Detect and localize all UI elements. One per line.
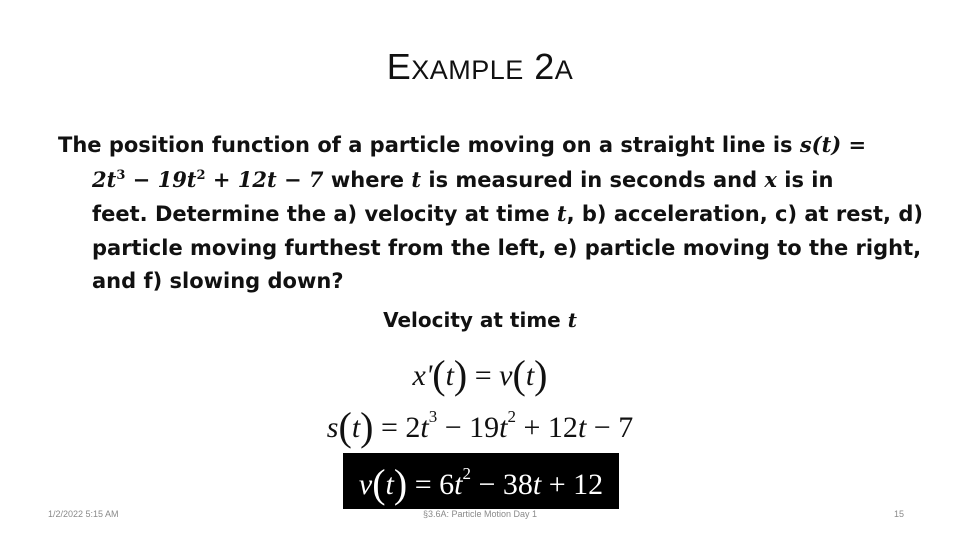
title-rest: XAMPLE <box>411 55 524 85</box>
eq-term: t <box>525 359 535 392</box>
problem-line-2 <box>58 163 898 198</box>
eq-term: − 19 <box>437 411 500 444</box>
subheading-variable: t <box>567 308 577 332</box>
eq-term: x' <box>412 359 433 392</box>
problem-text: is in <box>776 167 834 192</box>
eq-exponent: 2 <box>462 464 471 483</box>
math-term: 2t <box>92 166 117 192</box>
eq-term: = <box>467 359 500 392</box>
eq-term: t <box>445 359 454 392</box>
eq-term: + 12 <box>516 411 578 444</box>
eq-term: t <box>499 411 508 444</box>
velocity-subheading <box>0 308 960 332</box>
eq-term: t <box>577 411 587 444</box>
equation-velocity-result <box>343 453 619 509</box>
slide-title <box>0 46 960 88</box>
problem-line-3 <box>58 197 923 232</box>
eq-paren: ) <box>534 352 548 397</box>
problem-statement <box>58 128 923 299</box>
math-term: + 12t − 7 <box>205 166 324 192</box>
math-variable: t <box>556 201 567 226</box>
title-number: 2 <box>523 46 555 87</box>
problem-text: feet. Determine the a) velocity at time <box>92 202 557 226</box>
eq-term: − 38 <box>470 468 533 501</box>
eq-term: = 6 <box>407 468 455 501</box>
math-variable: t <box>411 166 422 192</box>
eq-paren: ) <box>360 404 374 449</box>
footer-section-title: §3.6A: Particle Motion Day 1 <box>422 509 538 519</box>
eq-paren: ( <box>338 404 352 449</box>
eq-term: − 7 <box>586 411 634 444</box>
eq-term: = 2 <box>373 411 421 444</box>
eq-term: v <box>499 359 513 392</box>
problem-line-1 <box>58 128 898 163</box>
eq-exponent: 3 <box>428 407 438 426</box>
math-term: − 19t <box>125 166 197 192</box>
problem-line-5: and f) slowing down? <box>92 269 344 293</box>
subheading-text: Velocity at time <box>383 308 568 332</box>
eq-term: s <box>326 411 339 444</box>
eq-paren: ( <box>372 461 386 506</box>
equation-position-function <box>0 400 960 447</box>
eq-term: t <box>420 411 429 444</box>
title-first-letter: E <box>386 46 412 87</box>
problem-text: , b) acceleration, c) at rest, d) <box>566 202 923 226</box>
title-suffix: A <box>554 55 574 85</box>
problem-text: is measured in seconds and <box>421 167 765 192</box>
eq-term: t <box>351 411 361 444</box>
eq-paren: ) <box>393 461 408 506</box>
eq-term: t <box>532 468 542 501</box>
math-exponent: 3 <box>116 167 126 183</box>
equation-derivative-definition <box>0 348 960 395</box>
problem-text: The position function of a particle moving on a straight line is <box>58 133 800 157</box>
footer-date: 1/2/2022 5:15 AM <box>48 509 119 519</box>
math-exponent: 2 <box>196 167 206 183</box>
eq-term: v <box>358 468 373 501</box>
position-function-label: s(t) = <box>799 132 867 157</box>
footer-page-number: 15 <box>893 509 904 519</box>
eq-exponent: 2 <box>507 407 517 426</box>
math-variable: x <box>764 166 777 192</box>
eq-term: + 12 <box>541 468 604 501</box>
problem-line-4: particle moving furthest from the left, e) particle moving to the right, <box>92 235 922 260</box>
eq-paren: ( <box>512 352 526 397</box>
eq-term: t <box>385 468 394 501</box>
problem-text: where <box>323 167 412 192</box>
eq-paren: ) <box>453 352 468 397</box>
eq-term: t <box>454 468 463 501</box>
eq-paren: ( <box>432 352 446 397</box>
